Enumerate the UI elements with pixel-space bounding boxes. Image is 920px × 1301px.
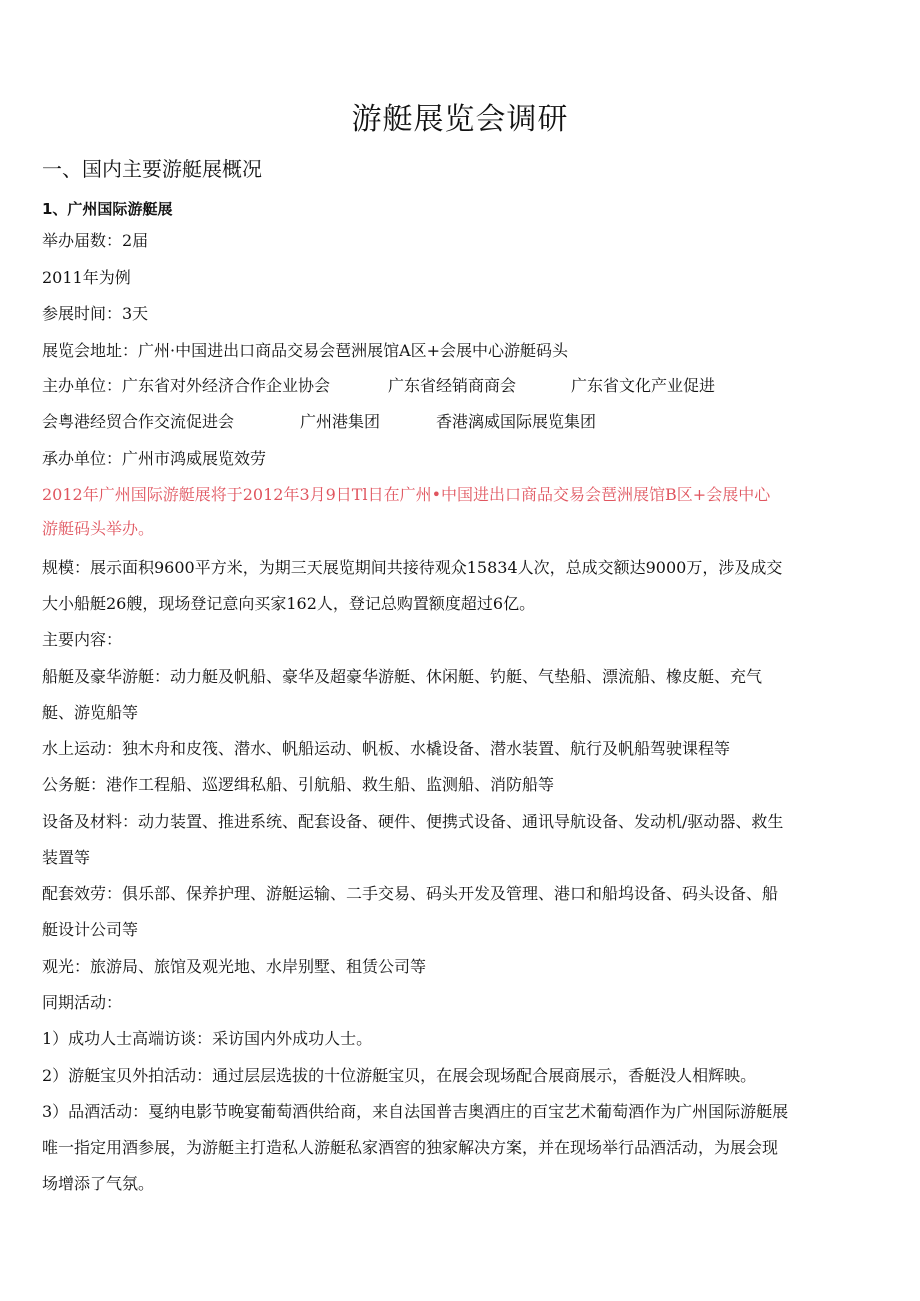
water-sports-category: 水上运动：独木舟和皮筏、潜水、帆船运动、帆板、水橇设备、潜水装置、航行及帆船驾驶课程等 bbox=[42, 739, 731, 758]
section-heading-domestic-yacht-shows: 一、国内主要游艇展概况 bbox=[42, 157, 262, 181]
undertaker: 承办单位：广州市鸿威展览效劳 bbox=[42, 449, 267, 468]
scale-line-2: 大小船艇26艘，现场登记意向买家162人，登记总购置额度超过6亿。 bbox=[42, 594, 536, 613]
organizers-line-1 bbox=[42, 374, 715, 398]
services-category-line-2: 艇设计公司等 bbox=[42, 920, 139, 939]
organizer-2: 广东省经销商商会 bbox=[388, 376, 517, 395]
event-3-line-1: 3）品酒活动：戛纳电影节晚宴葡萄酒供给商，来自法国普吉奥酒庄的百宝艺术葡萄酒作为广州国际游艇展 bbox=[42, 1102, 789, 1121]
event-2: 2）游艇宝贝外拍活动：通过层层选拔的十位游艇宝贝，在展会现场配合展商展示，香艇没人相辉映。 bbox=[42, 1066, 757, 1085]
example-year: 2011年为例 bbox=[42, 268, 131, 287]
event-1: 1）成功人士高端访谈：采访国内外成功人士。 bbox=[42, 1029, 373, 1048]
service-boats-category: 公务艇：港作工程船、巡逻缉私船、引航船、救生船、监测船、消防船等 bbox=[42, 775, 555, 794]
sessions-count: 举办届数：2届 bbox=[42, 231, 149, 250]
notice-2012-line-1: 2012年广州国际游艇展将于2012年3月9日Tl日在广州•中国进出口商品交易会琶洲展馆B区+会展中心 bbox=[42, 485, 771, 504]
organizer-5: 广州港集团 bbox=[300, 412, 381, 431]
notice-2012-line-2: 游艇码头举办。 bbox=[42, 519, 155, 538]
tourism-category: 观光：旅游局、旅馆及观光地、水岸别墅、租赁公司等 bbox=[42, 957, 427, 976]
organizers-line-2 bbox=[42, 410, 596, 434]
organizer-6: 香港漓威国际展览集团 bbox=[436, 412, 597, 431]
subsection-heading-guangzhou-yacht-show: 1、广州国际游艇展 bbox=[42, 200, 173, 218]
venue-address: 展览会地址：广州·中国进出口商品交易会琶洲展馆A区+会展中心游艇码头 bbox=[42, 341, 569, 360]
exhibition-duration: 参展时间：3天 bbox=[42, 304, 149, 323]
organizer-3: 广东省文化产业促进 bbox=[571, 376, 716, 395]
equipment-category-line-1: 设备及材料：动力装置、推进系统、配套设备、硬件、便携式设备、通讯导航设备、发动机/驱动器、救生 bbox=[42, 812, 784, 831]
services-category-line-1: 配套效劳：俱乐部、保养护理、游艇运输、二手交易、码头开发及管理、港口和船坞设备、码头设备、船 bbox=[42, 884, 779, 903]
organizer-4: 会粤港经贸合作交流促进会 bbox=[42, 412, 235, 431]
equipment-category-line-2: 装置等 bbox=[42, 848, 91, 867]
organizer-1: 主办单位：广东省对外经济合作企业协会 bbox=[42, 376, 331, 395]
events-label: 同期活动： bbox=[42, 993, 123, 1012]
yachts-category-line-2: 艇、游览船等 bbox=[42, 703, 139, 722]
main-content-label: 主要内容： bbox=[42, 630, 123, 649]
event-3-line-3: 场增添了气氛。 bbox=[42, 1174, 155, 1193]
document-title: 游艇展览会调研 bbox=[351, 102, 569, 137]
yachts-category-line-1: 船艇及豪华游艇：动力艇及帆船、豪华及超豪华游艇、休闲艇、钓艇、气垫船、漂流船、橡皮艇、充气 bbox=[42, 667, 763, 686]
event-3-line-2: 唯一指定用酒参展，为游艇主打造私人游艇私家酒窖的独家解决方案，并在现场举行品酒活动，为展会现 bbox=[42, 1138, 779, 1157]
scale-line-1: 规模：展示面积9600平方米，为期三天展览期间共接待观众15834人次，总成交额达9000万，涉及成交 bbox=[42, 558, 783, 577]
